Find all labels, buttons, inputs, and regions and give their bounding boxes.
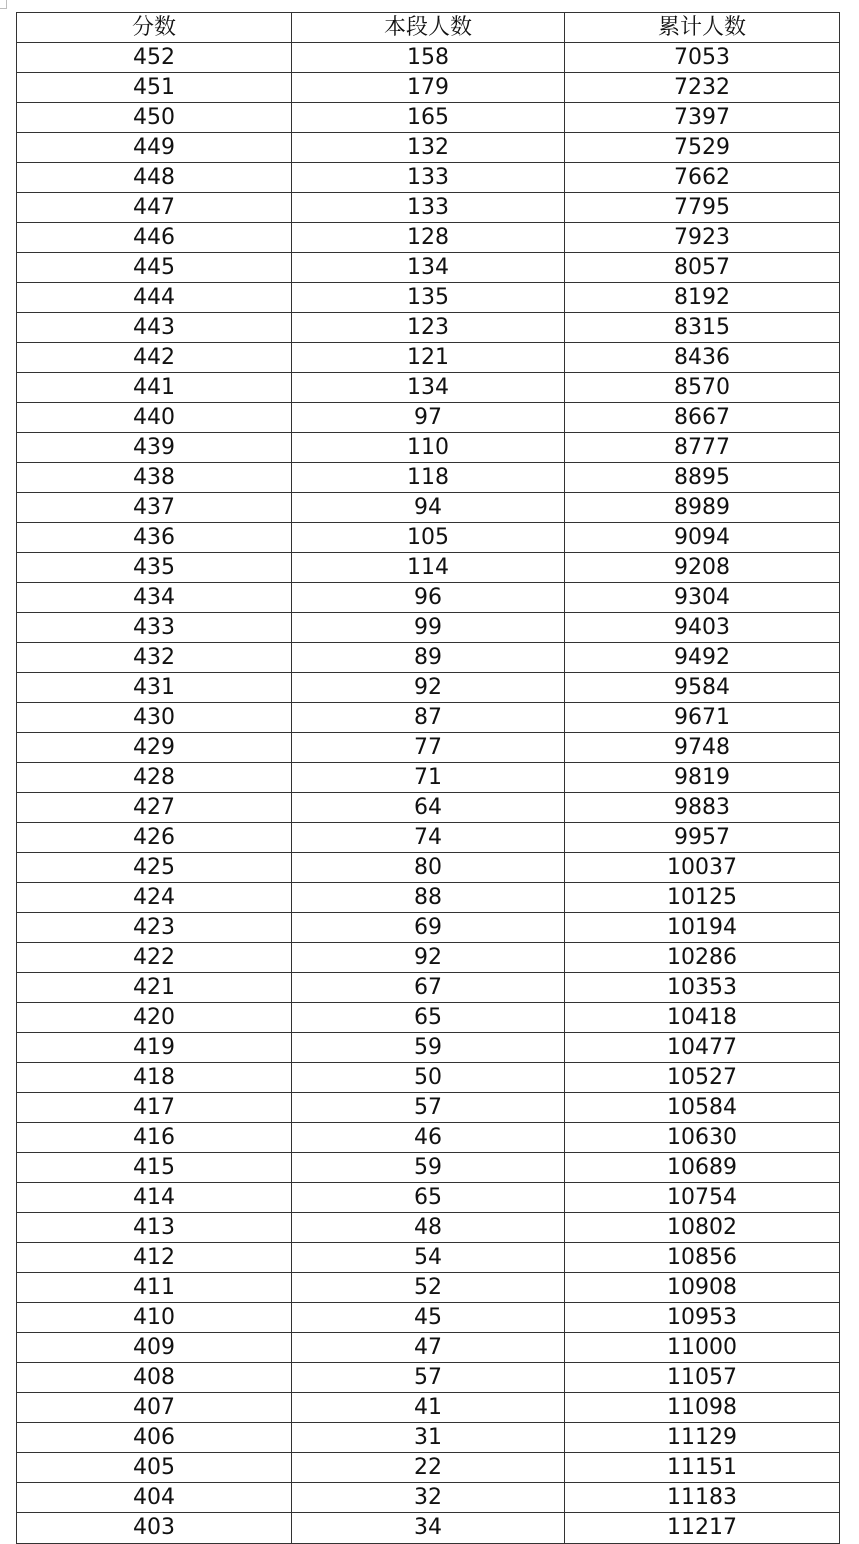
cell-segment-count: 88 [292,883,565,913]
cell-cumulative-count: 10037 [565,853,840,883]
cell-score: 432 [17,643,292,673]
cell-cumulative-count: 10194 [565,913,840,943]
cell-score: 420 [17,1003,292,1033]
table-body [17,43,840,1544]
cell-cumulative-count: 8777 [565,433,840,463]
cell-score: 413 [17,1213,292,1243]
cell-segment-count: 105 [292,523,565,553]
cell-cumulative-count: 10584 [565,1093,840,1123]
cell-score: 434 [17,583,292,613]
cell-score: 440 [17,403,292,433]
table-row [17,103,840,133]
cell-score: 433 [17,613,292,643]
table-row [17,943,840,973]
cell-segment-count: 165 [292,103,565,133]
cell-segment-count: 67 [292,973,565,1003]
cell-score: 446 [17,223,292,253]
table-row [17,1513,840,1544]
cell-score: 405 [17,1453,292,1483]
cell-cumulative-count: 9492 [565,643,840,673]
cell-segment-count: 158 [292,43,565,73]
cell-score: 437 [17,493,292,523]
table-row [17,553,840,583]
cell-segment-count: 132 [292,133,565,163]
cell-segment-count: 118 [292,463,565,493]
cell-cumulative-count: 9883 [565,793,840,823]
cell-segment-count: 54 [292,1243,565,1273]
cell-segment-count: 114 [292,553,565,583]
cell-score: 451 [17,73,292,103]
cell-segment-count: 133 [292,193,565,223]
cell-score: 445 [17,253,292,283]
cell-score: 421 [17,973,292,1003]
cell-cumulative-count: 11057 [565,1363,840,1393]
cell-score: 428 [17,763,292,793]
cell-score: 406 [17,1423,292,1453]
cell-segment-count: 110 [292,433,565,463]
cell-score: 441 [17,373,292,403]
cell-segment-count: 96 [292,583,565,613]
cell-segment-count: 179 [292,73,565,103]
cell-segment-count: 77 [292,733,565,763]
cell-cumulative-count: 10286 [565,943,840,973]
cell-cumulative-count: 8895 [565,463,840,493]
cell-cumulative-count: 11000 [565,1333,840,1363]
cell-segment-count: 123 [292,313,565,343]
cell-score: 424 [17,883,292,913]
cell-cumulative-count: 7662 [565,163,840,193]
table-row [17,1483,840,1513]
cell-cumulative-count: 10908 [565,1273,840,1303]
cell-segment-count: 32 [292,1483,565,1513]
table-row [17,463,840,493]
table-row [17,1243,840,1273]
cell-segment-count: 52 [292,1273,565,1303]
cell-score: 447 [17,193,292,223]
cell-score: 430 [17,703,292,733]
cell-cumulative-count: 10418 [565,1003,840,1033]
cell-score: 416 [17,1123,292,1153]
cell-score: 431 [17,673,292,703]
cell-segment-count: 128 [292,223,565,253]
cell-segment-count: 57 [292,1093,565,1123]
cell-score: 427 [17,793,292,823]
cell-cumulative-count: 7795 [565,193,840,223]
cell-cumulative-count: 11183 [565,1483,840,1513]
table-row [17,283,840,313]
cell-score: 418 [17,1063,292,1093]
table-row [17,703,840,733]
cell-cumulative-count: 10125 [565,883,840,913]
cell-segment-count: 45 [292,1303,565,1333]
cell-score: 407 [17,1393,292,1423]
cell-segment-count: 71 [292,763,565,793]
table-row [17,403,840,433]
header-cumulative-count: 累计人数 [565,13,840,43]
cell-cumulative-count: 11151 [565,1453,840,1483]
cell-cumulative-count: 8192 [565,283,840,313]
cell-cumulative-count: 10630 [565,1123,840,1153]
table-row [17,853,840,883]
cell-cumulative-count: 7923 [565,223,840,253]
cell-cumulative-count: 11098 [565,1393,840,1423]
cell-segment-count: 47 [292,1333,565,1363]
cell-score: 436 [17,523,292,553]
cell-segment-count: 121 [292,343,565,373]
cell-segment-count: 34 [292,1513,565,1544]
table-row [17,223,840,253]
cell-score: 408 [17,1363,292,1393]
cell-score: 442 [17,343,292,373]
table-row [17,1423,840,1453]
table-row [17,1213,840,1243]
cell-cumulative-count: 8315 [565,313,840,343]
cell-score: 419 [17,1033,292,1063]
cell-cumulative-count: 8989 [565,493,840,523]
table-row [17,1393,840,1423]
cell-cumulative-count: 10527 [565,1063,840,1093]
cell-segment-count: 69 [292,913,565,943]
cell-segment-count: 135 [292,283,565,313]
cell-cumulative-count: 10689 [565,1153,840,1183]
table-row [17,1303,840,1333]
table-header-row [17,13,840,43]
cell-segment-count: 134 [292,253,565,283]
cell-segment-count: 89 [292,643,565,673]
cell-segment-count: 97 [292,403,565,433]
table-row [17,1003,840,1033]
table-row [17,373,840,403]
cell-segment-count: 48 [292,1213,565,1243]
cell-score: 410 [17,1303,292,1333]
table-row [17,493,840,523]
table-row [17,193,840,223]
cell-score: 414 [17,1183,292,1213]
cell-score: 422 [17,943,292,973]
cell-score: 443 [17,313,292,343]
cell-segment-count: 41 [292,1393,565,1423]
cell-segment-count: 134 [292,373,565,403]
cell-score: 425 [17,853,292,883]
cell-score: 417 [17,1093,292,1123]
table-row [17,1333,840,1363]
cell-segment-count: 64 [292,793,565,823]
cell-segment-count: 87 [292,703,565,733]
table-row [17,163,840,193]
table-row [17,1363,840,1393]
cell-segment-count: 80 [292,853,565,883]
cell-score: 448 [17,163,292,193]
table-row [17,523,840,553]
cell-cumulative-count: 9403 [565,613,840,643]
table-row [17,253,840,283]
cell-cumulative-count: 9748 [565,733,840,763]
cell-score: 435 [17,553,292,583]
cell-score: 403 [17,1513,292,1544]
table-row [17,1033,840,1063]
cell-segment-count: 22 [292,1453,565,1483]
cell-cumulative-count: 9208 [565,553,840,583]
cell-cumulative-count: 10754 [565,1183,840,1213]
cell-segment-count: 92 [292,673,565,703]
cell-cumulative-count: 7232 [565,73,840,103]
table-row [17,43,840,73]
table-row [17,883,840,913]
table-row [17,973,840,1003]
cell-cumulative-count: 7397 [565,103,840,133]
corner-crop-mark [0,0,7,9]
cell-score: 444 [17,283,292,313]
cell-cumulative-count: 8667 [565,403,840,433]
cell-cumulative-count: 10953 [565,1303,840,1333]
cell-score: 415 [17,1153,292,1183]
cell-cumulative-count: 9671 [565,703,840,733]
cell-cumulative-count: 9957 [565,823,840,853]
cell-segment-count: 65 [292,1003,565,1033]
cell-cumulative-count: 11129 [565,1423,840,1453]
table-row [17,733,840,763]
table-row [17,1273,840,1303]
table-row [17,313,840,343]
table-row [17,763,840,793]
table-row [17,73,840,103]
cell-segment-count: 133 [292,163,565,193]
table-row [17,1183,840,1213]
cell-score: 449 [17,133,292,163]
table-row [17,1153,840,1183]
table-row [17,793,840,823]
cell-cumulative-count: 8436 [565,343,840,373]
cell-cumulative-count: 9819 [565,763,840,793]
table-row [17,643,840,673]
table-row [17,1093,840,1123]
cell-cumulative-count: 8057 [565,253,840,283]
cell-score: 452 [17,43,292,73]
cell-cumulative-count: 10477 [565,1033,840,1063]
table-row [17,1063,840,1093]
cell-segment-count: 94 [292,493,565,523]
cell-score: 450 [17,103,292,133]
cell-cumulative-count: 8570 [565,373,840,403]
cell-segment-count: 31 [292,1423,565,1453]
table-row [17,913,840,943]
cell-segment-count: 57 [292,1363,565,1393]
cell-segment-count: 99 [292,613,565,643]
table-row [17,823,840,853]
cell-cumulative-count: 10856 [565,1243,840,1273]
cell-segment-count: 46 [292,1123,565,1153]
table-row [17,343,840,373]
cell-segment-count: 92 [292,943,565,973]
cell-cumulative-count: 10802 [565,1213,840,1243]
cell-segment-count: 74 [292,823,565,853]
cell-segment-count: 50 [292,1063,565,1093]
cell-segment-count: 59 [292,1153,565,1183]
cell-cumulative-count: 9304 [565,583,840,613]
score-distribution-table [16,12,840,1544]
cell-score: 429 [17,733,292,763]
cell-score: 423 [17,913,292,943]
cell-cumulative-count: 7053 [565,43,840,73]
header-score: 分数 [17,13,292,43]
cell-cumulative-count: 9094 [565,523,840,553]
cell-cumulative-count: 7529 [565,133,840,163]
cell-score: 439 [17,433,292,463]
cell-score: 412 [17,1243,292,1273]
table-row [17,133,840,163]
cell-score: 438 [17,463,292,493]
cell-segment-count: 65 [292,1183,565,1213]
table-row [17,673,840,703]
cell-score: 411 [17,1273,292,1303]
cell-score: 404 [17,1483,292,1513]
cell-cumulative-count: 11217 [565,1513,840,1544]
table-row [17,433,840,463]
cell-score: 409 [17,1333,292,1363]
table-row [17,583,840,613]
table-row [17,1123,840,1153]
table-row [17,613,840,643]
cell-cumulative-count: 9584 [565,673,840,703]
cell-score: 426 [17,823,292,853]
table-row [17,1453,840,1483]
cell-segment-count: 59 [292,1033,565,1063]
header-segment-count: 本段人数 [292,13,565,43]
cell-cumulative-count: 10353 [565,973,840,1003]
